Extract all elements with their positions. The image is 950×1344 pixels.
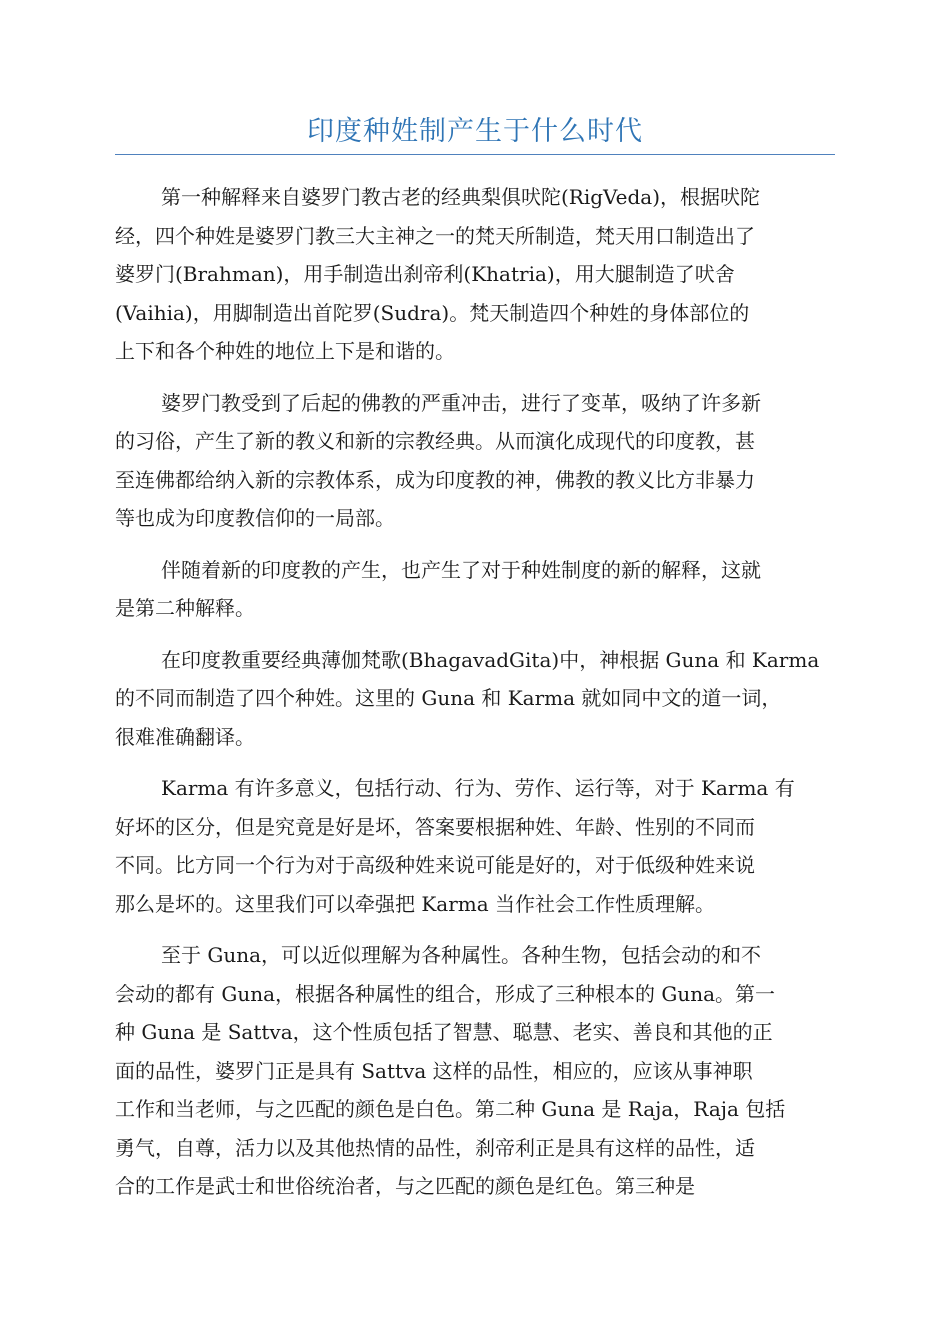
text-line: 是第二种解释。: [115, 596, 255, 620]
text-line: 等也成为印度教信仰的一局部。: [115, 506, 395, 530]
text-line: 在印度教重要经典薄伽梵歌(BhagavadGita)中，神根据 Guna 和 Karma: [161, 647, 820, 672]
text-line: 面的品性，婆罗门正是具有 Sattva 这样的品性，相应的，应该从事神职: [115, 1058, 753, 1083]
text-line: 上下和各个种姓的地位上下是和谐的。: [115, 339, 455, 363]
paragraph-3: [115, 551, 835, 628]
text-line: 不同。比方同一个行为对于高级种姓来说可能是好的，对于低级种姓来说: [115, 853, 755, 877]
text-line: 种 Guna 是 Sattva，这个性质包括了智慧、聪慧、老实、善良和其他的正: [115, 1020, 773, 1044]
text-line: (Vaihia)，用脚制造出首陀罗(Sudra)。梵天制造四个种姓的身体部位的: [115, 300, 750, 325]
text-line: 至于 Guna，可以近似理解为各种属性。各种生物，包括会动的和不: [161, 943, 762, 967]
text-line: 婆罗门教受到了后起的佛教的严重冲击，进行了变革，吸纳了许多新: [161, 390, 761, 415]
paragraph-4: [115, 641, 835, 757]
text-line: Karma 有许多意义，包括行动、行为、劳作、运行等，对于 Karma 有: [161, 776, 795, 800]
document-body: [115, 178, 835, 1219]
text-line: 很难准确翻译。: [115, 724, 255, 749]
text-line: 至连佛都给纳入新的宗教体系，成为印度教的神，佛教的教义比方非暴力: [115, 467, 755, 492]
paragraph-2: [115, 384, 835, 538]
text-line: 婆罗门(Brahman)，用手制造出刹帝利(Khatria)，用大腿制造了吠舍: [115, 262, 735, 286]
text-line: 勇气，自尊，活力以及其他热情的品性，刹帝利正是具有这样的品性，适: [115, 1135, 755, 1160]
text-line: 的习俗，产生了新的教义和新的宗教经典。从而演化成现代的印度教，甚: [115, 429, 755, 453]
text-line: 合的工作是武士和世俗统治者，与之匹配的颜色是红色。第三种是: [115, 1174, 695, 1198]
text-line: 经，四个种姓是婆罗门教三大主神之一的梵天所制造，梵天用口制造出了: [115, 223, 755, 248]
text-line: 那么是坏的。这里我们可以牵强把 Karma 当作社会工作性质理解。: [115, 891, 716, 916]
paragraph-1: [115, 178, 835, 371]
text-line: 的不同而制造了四个种姓。这里的 Guna 和 Karma 就如同中文的道一词，: [115, 686, 782, 710]
paragraph-5: [115, 769, 835, 923]
text-line: 会动的都有 Guna，根据各种属性的组合，形成了三种根本的 Guna。第一: [115, 981, 776, 1006]
paragraph-6: [115, 936, 835, 1206]
text-line: 好坏的区分，但是究竟是好是坏，答案要根据种姓、年龄、性别的不同而: [115, 814, 755, 839]
text-line: 第一种解释来自婆罗门教古老的经典梨俱吠陀(RigVeda)，根据吠陀: [161, 185, 761, 209]
page-title: 印度种姓制产生于什么时代: [307, 116, 643, 147]
text-line: 伴随着新的印度教的产生，也产生了对于种姓制度的新的解释，这就: [161, 557, 761, 582]
title-underline: [115, 154, 835, 155]
text-line: 工作和当老师，与之匹配的颜色是白色。第二种 Guna 是 Raja，Raja 包括: [115, 1097, 786, 1121]
